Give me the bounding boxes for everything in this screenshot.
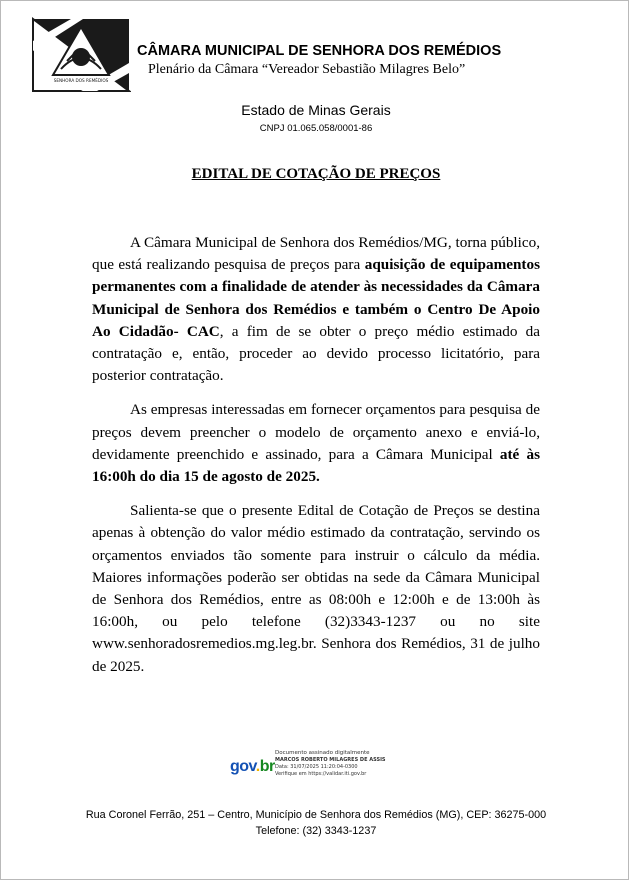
signer-name: MARCOS ROBERTO MILAGRES DE ASSIS [275,757,386,763]
paragraph-1 [92,232,540,387]
state-name: Estado de Minas Gerais [241,102,391,118]
digital-signature-stamp [230,749,390,785]
chamber-name: CÂMARA MUNICIPAL DE SENHORA DOS REMÉDIOS [137,43,502,59]
footer-phone: Telefone: (32) 3343-1237 [255,825,377,837]
signature-verify: Verifique em https://validar.iti.gov.br [275,771,367,777]
govbr-logo: gov.br [230,758,275,775]
paragraph-2-bold: até às 16:00h do dia 15 de agosto de 2025. [92,445,540,486]
paragraph-1-text-c: , a fim de se obter o preço médio estimado da contratação e, então, proceder ao devido processo licitatório, para posterior contratação. [92,322,540,385]
signature-date: Data: 31/07/2025 11:20:04-0300 [275,764,358,770]
paragraph-1-text-a: A Câmara Municipal de Senhora dos Remédios/MG, torna público, que está realizando pesquisa de preços para [92,234,540,274]
paragraph-3: Salienta-se que o presente Edital de Cotação de Preços se destina apenas à obtenção do valor médio estimado da contratação, servindo os orçamentos enviados tão somente para instruir o cálculo da média. Maiores informações poderão ser obtidas na sede da Câmara Municipal de Senhora dos Remédios, entre as 08:00h e 12:00h e de 13:00h às 16:00h, ou pelo telefone (32)3343-1237 ou no site www.senhoradosremedios.mg.leg.br. Senhora dos Remédios, 31 de julho de 2025. [92,502,540,675]
document-body [92,232,540,690]
signature-heading: Documento assinado digitalmente [275,750,370,756]
paragraph-2-text-a: As empresas interessadas em fornecer orçamentos para pesquisa de preços devem preencher o modelo de orçamento anexo e enviá-lo, devidamente preenchido e assinado, para a Câmara Municipal [92,401,540,463]
plenary-name: Plenário da Câmara “Vereador Sebastião Milagres Belo” [148,62,466,77]
chamber-logo [31,17,131,93]
logo-caption: SENHORA DOS REMÉDIOS [53,78,109,83]
document-title: EDITAL DE COTAÇÃO DE PREÇOS [191,166,441,182]
footer-address: Rua Coronel Ferrão, 251 – Centro, Município de Senhora dos Remédios (MG), CEP: 36275-000 [85,809,547,821]
paragraph-1-bold: aquisição de equipamentos permanentes com a finalidade de atender às necessidades da Câmara Municipal de Senhora dos Remédios e também o Centro De Apoio Ao Cidadão- CAC [92,256,540,340]
cnpj: CNPJ 01.065.058/0001-86 [259,123,373,134]
signature-details [275,750,386,778]
paragraph-2 [92,399,540,488]
